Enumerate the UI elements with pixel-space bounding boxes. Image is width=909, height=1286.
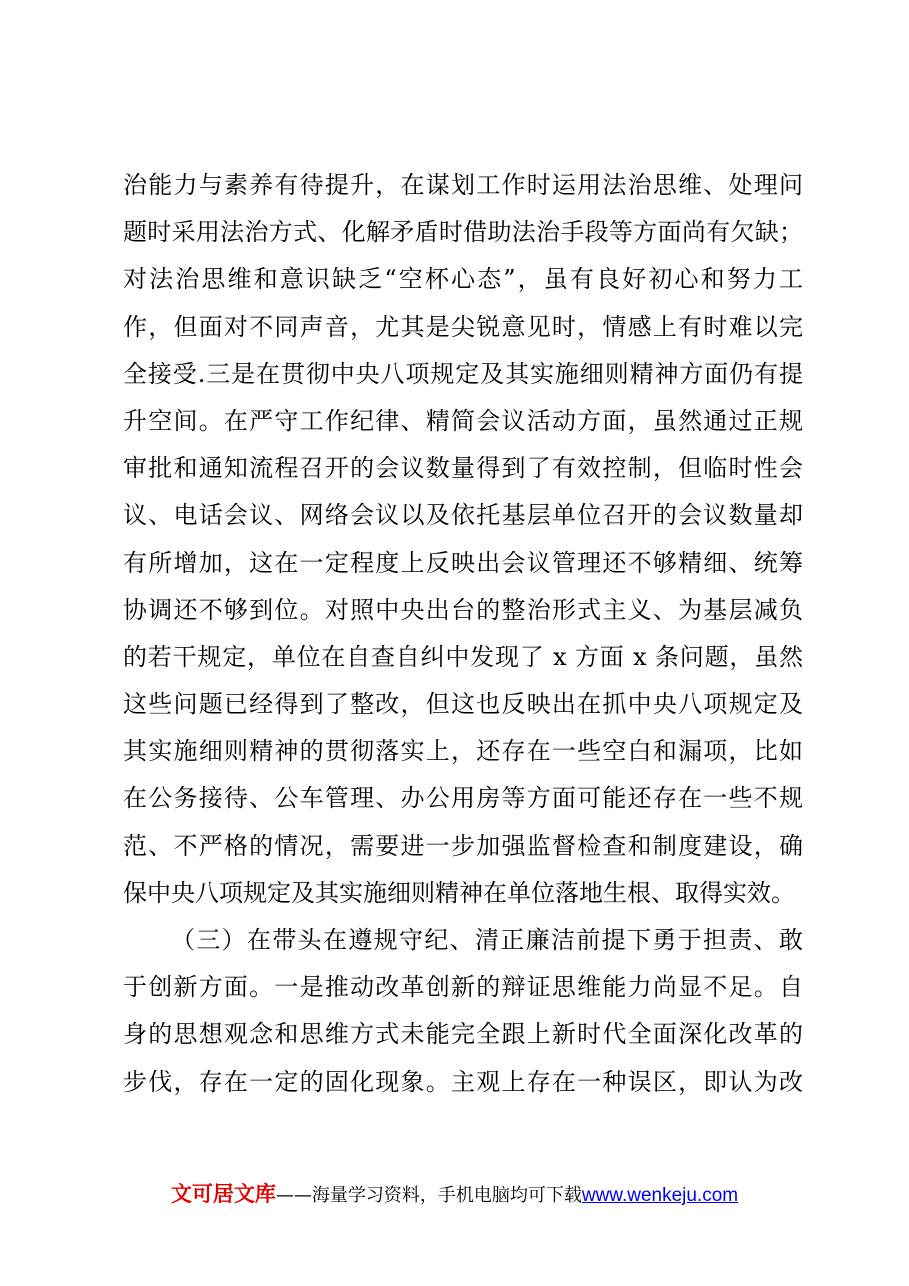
footer-url-link[interactable]: www.wenkeju.com [581,1185,739,1206]
paragraph-line: 全接受.三是在贯彻中央八项规定及其实施细则精神方面仍有提 [123,359,803,388]
paragraph-line: 有所增加，这在一定程度上反映出会议管理还不够精细、统筹 [123,548,803,577]
document-body [123,162,803,1106]
footer-brand: 文可居文库 [170,1182,276,1206]
paragraph-line: 其实施细则精神的贯彻落实上，还存在一些空白和漏项，比如 [123,737,803,766]
paragraph-line: 协调还不够到位。对照中央出台的整治形式主义、为基层减负 [123,595,803,624]
paragraph-line: 治能力与素养有待提升，在谋划工作时运用法治思维、处理问 [123,171,803,199]
paragraph-line: 步伐，存在一定的固化现象。主观上存在一种误区，即认为改 [123,1067,803,1096]
paragraph-line: 的若干规定，单位在自查自纠中发现了 x 方面 x 条问题，虽然 [123,642,803,671]
paragraph-line: 审批和通知流程召开的会议数量得到了有效控制，但临时性会 [123,454,803,483]
paragraph-line: 题时采用法治方式、化解矛盾时借助法治手段等方面尚有欠缺； [123,218,803,247]
paragraph-line: 议、电话会议、网络会议以及依托基层单位召开的会议数量却 [123,501,803,530]
paragraph-line: 对法治思维和意识缺乏“空杯心态”，虽有良好初心和努力工 [123,265,803,294]
paragraph-line: 在公务接待、公车管理、办公用房等方面可能还存在一些不规 [123,784,803,813]
paragraph-line: 身的思想观念和思维方式未能完全跟上新时代全面深化改革的 [123,1020,803,1049]
footer-banner [0,1176,909,1212]
paragraph-line: 于创新方面。一是推动改革创新的辩证思维能力尚显不足。自 [123,973,803,1002]
paragraph-line: 范、不严格的情况，需要进一步加强监督检查和制度建设，确 [123,831,803,860]
paragraph-line: 这些问题已经得到了整改，但这也反映出在抓中央八项规定及 [123,690,803,719]
paragraph-line: 作，但面对不同声音，尤其是尖锐意见时，情感上有时难以完 [123,312,803,341]
paragraph-line: 升空间。在严守工作纪律、精简会议活动方面，虽然通过正规 [123,406,803,435]
paragraph-line: 保中央八项规定及其实施细则精神在单位落地生根、取得实效。 [123,878,795,907]
section-heading-line: （三）在带头在遵规守纪、清正廉洁前提下勇于担责、敢 [171,926,803,954]
footer-slogan: ——海量学习资料，手机电脑均可下载 [275,1185,582,1206]
